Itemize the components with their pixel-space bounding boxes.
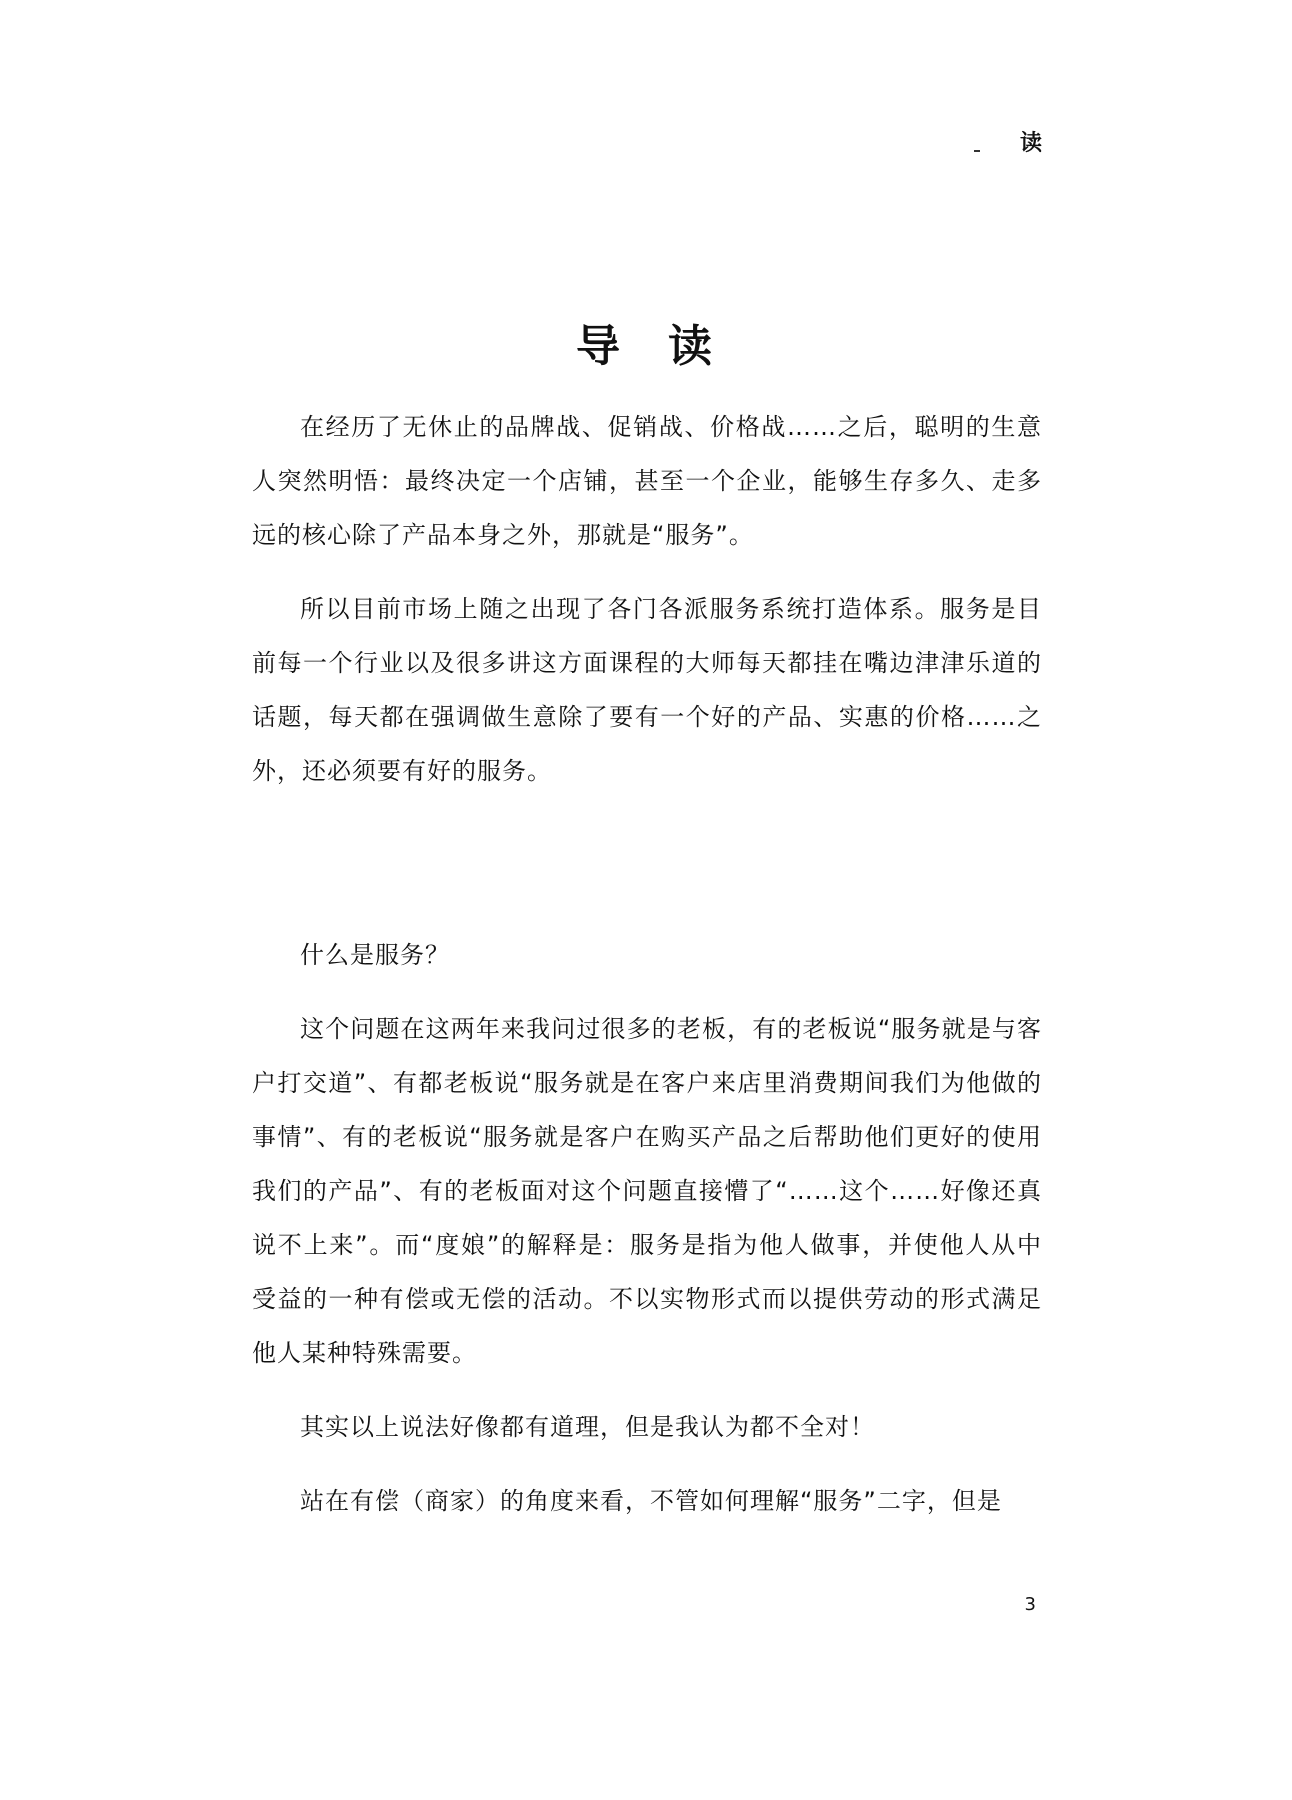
section-question: 什么是服务？ bbox=[300, 941, 450, 969]
section-what-is-service bbox=[252, 928, 1042, 1528]
running-header: 读 bbox=[1019, 130, 1042, 156]
chapter-title: 导读 bbox=[576, 321, 760, 372]
paragraph: 所以目前市场上随之出现了各门各派服务系统打造体系。服务是目前每一个行业以及很多讲这方面课程的大师每天都挂在嘴边津津乐道的话题，每天都在强调做生意除了要有一个好的产品、实惠的价格……之外，还必须要有好的服务。 bbox=[252, 595, 1042, 785]
paragraph: 站在有偿（商家）的角度来看，不管如何理解“服务”二字，但是 bbox=[300, 1487, 1002, 1515]
paragraph: 这个问题在这两年来我问过很多的老板，有的老板说“服务就是与客户打交道”、有都老板说“服务就是在客户来店里消费期间我们为他做的事情”、有的老板说“服务就是客户在购买产品之后帮助他们更好的使用我们的产品”、有的老板面对这个问题直接懵了“……这个……好像还真说不上来”。而“度娘”的解释是：服务是指为他人做事，并使他人从中受益的一种有偿或无偿的活动。不以实物形式而以提供劳动的形式满足他人某种特殊需要。 bbox=[252, 1015, 1042, 1367]
section-intro bbox=[252, 400, 1042, 798]
page-number: 3 bbox=[1024, 1594, 1036, 1615]
paragraph: 其实以上说法好像都有道理，但是我认为都不全对！ bbox=[300, 1413, 875, 1441]
paragraph: 在经历了无休止的品牌战、促销战、价格战……之后，聪明的生意人突然明悟：最终决定一个店铺，甚至一个企业，能够生存多久、走多远的核心除了产品本身之外，那就是“服务”。 bbox=[252, 413, 1042, 549]
header-mark bbox=[974, 150, 980, 152]
